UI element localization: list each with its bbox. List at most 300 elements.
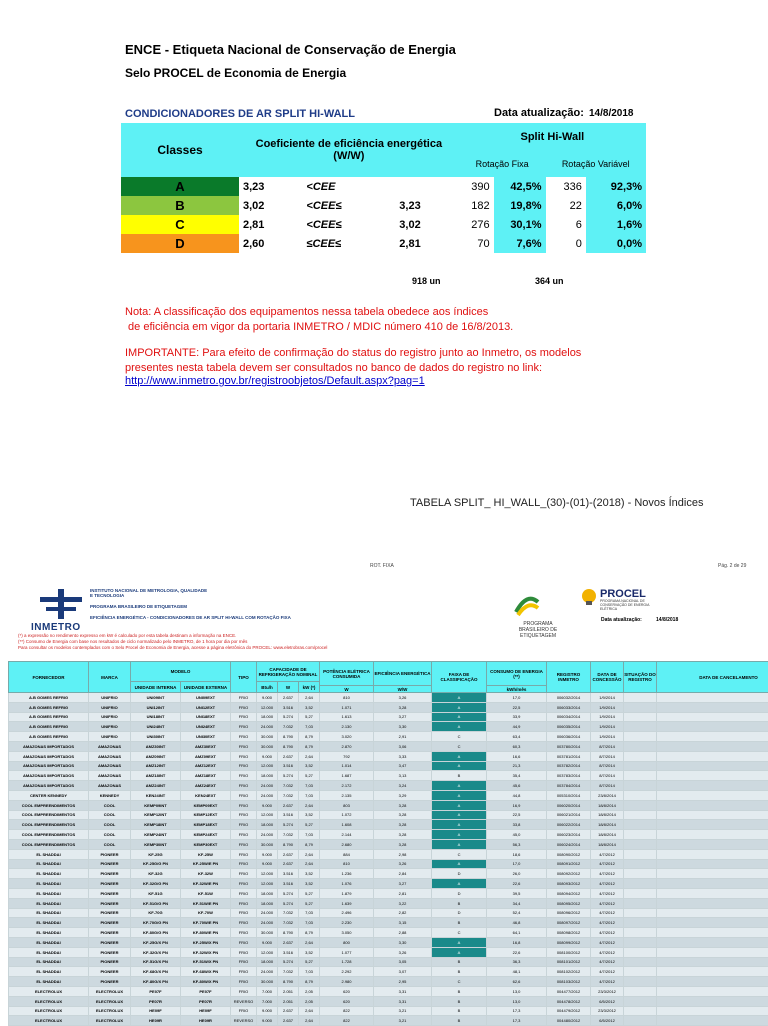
- cell-w: 7.032: [278, 830, 299, 840]
- cell-tipo: FRIO: [231, 800, 257, 810]
- cell-w: 8.790: [278, 928, 299, 938]
- important-line-2: presentes nesta tabela devem ser consultados no banco de dados do registro no link:: [125, 361, 542, 376]
- cell-fornecedor: AMAZONAS IMPORTADOS: [9, 751, 89, 761]
- table-row: [9, 996, 768, 1006]
- cell-data-cancelamento: [657, 1006, 768, 1016]
- cell-unidade-interna: KF-25G: [131, 849, 181, 859]
- cell-situacao: [624, 967, 657, 977]
- cell-unidade-interna: KF-51G/G PN: [131, 898, 181, 908]
- cell-btu: 9.000: [257, 693, 278, 703]
- cell-w: 3.516: [278, 761, 299, 771]
- cell-btu: 18.000: [257, 957, 278, 967]
- cell-unidade-interna: KF-80G/G PN: [131, 928, 181, 938]
- cell-data-concessao: 18/8/2014: [591, 800, 624, 810]
- cell-btu: 12.000: [257, 947, 278, 957]
- cell-data-concessao: 4/7/2012: [591, 967, 624, 977]
- cell-marca: UNIFRIO: [89, 732, 131, 742]
- cell-eficiencia: 3,28: [374, 820, 432, 830]
- cell-unidade-externa: KEN24EXT: [181, 790, 231, 800]
- cell-data-cancelamento: [657, 996, 768, 1006]
- cell-registro: 004479/2012: [547, 1006, 591, 1016]
- cell-marca: ELECTROLUX: [89, 1006, 131, 1016]
- table-row: [9, 957, 768, 967]
- class-fixa-count: 182: [459, 196, 494, 215]
- cell-tipo: FRIO: [231, 986, 257, 996]
- cell-registro: 006024/2014: [547, 839, 591, 849]
- cell-unidade-interna: KF-25G/X PN: [131, 937, 181, 947]
- class-letter: B: [121, 196, 239, 215]
- cell-w: 5.274: [278, 957, 299, 967]
- th-consumo: CONSUMO DE ENERGIA (**): [487, 662, 547, 686]
- table-row: [9, 722, 768, 732]
- cell-data-concessao: 1/9/2014: [591, 712, 624, 722]
- cell-marca: ELECTROLUX: [89, 1016, 131, 1026]
- cell-data-concessao: 8/7/2014: [591, 751, 624, 761]
- cell-situacao: [624, 908, 657, 918]
- cell-marca: AMAZONAS: [89, 741, 131, 751]
- cell-fornecedor: EL SHADDAI: [9, 849, 89, 859]
- cell-faixa: D: [432, 869, 487, 879]
- cell-eficiencia: 3,28: [374, 830, 432, 840]
- cell-data-concessao: 6/5/2012: [591, 996, 624, 1006]
- cell-registro: 006033/2014: [547, 702, 591, 712]
- cell-fornecedor: ELECTROLUX: [9, 1006, 89, 1016]
- update-label: Data atualização:: [494, 107, 584, 119]
- table-row: [9, 810, 768, 820]
- cell-faixa: A: [432, 879, 487, 889]
- cell-data-cancelamento: [657, 967, 768, 977]
- cell-kw: 8,79: [299, 839, 320, 849]
- class-min: 2,81: [239, 215, 302, 234]
- cell-tipo: FRIO: [231, 879, 257, 889]
- cell-registro: 004477/2012: [547, 986, 591, 996]
- cell-situacao: [624, 937, 657, 947]
- procel-subtitle: PROGRAMA NACIONAL DE CONSERVAÇÃO DE ENERGIA ELÉTRICA: [600, 599, 650, 611]
- th-pot-w: W: [320, 686, 374, 693]
- cell-data-cancelamento: [657, 839, 768, 849]
- cell-data-cancelamento: [657, 879, 768, 889]
- cell-fornecedor: A.B GOMES REFRIG: [9, 732, 89, 742]
- cell-situacao: [624, 781, 657, 791]
- cell-fornecedor: AMAZONAS IMPORTADOS: [9, 771, 89, 781]
- cell-btu: 9.000: [257, 859, 278, 869]
- th-modelo: MODELO: [131, 662, 231, 682]
- cell-btu: 30.000: [257, 928, 278, 938]
- cell-situacao: [624, 771, 657, 781]
- class-row: [121, 196, 646, 215]
- cell-data-cancelamento: [657, 986, 768, 996]
- th-unidade-externa: UNIDADE EXTERNA: [181, 682, 231, 693]
- cell-situacao: [624, 977, 657, 987]
- cell-marca: PIONEER: [89, 908, 131, 918]
- cell-faixa: C: [432, 741, 487, 751]
- cell-tipo: FRIO: [231, 869, 257, 879]
- cell-unidade-externa: KF-25W/X PN: [181, 937, 231, 947]
- cell-kw: 2,64: [299, 751, 320, 761]
- cell-btu: 9.000: [257, 1006, 278, 1016]
- cell-marca: PIONEER: [89, 918, 131, 928]
- cell-fornecedor: EL SHADDAI: [9, 879, 89, 889]
- cell-kw: 2,05: [299, 986, 320, 996]
- cell-consumo: 21,3: [487, 761, 547, 771]
- cell-kw: 2,64: [299, 1006, 320, 1016]
- cell-registro: 003782/2014: [547, 761, 591, 771]
- cell-data-concessao: 4/7/2012: [591, 957, 624, 967]
- cell-kw: 2,64: [299, 693, 320, 703]
- th-unidade-interna: UNIDADE INTERNA: [131, 682, 181, 693]
- class-min: 3,23: [239, 177, 302, 196]
- th-btu: Btu/h: [257, 682, 278, 693]
- cell-situacao: [624, 1016, 657, 1026]
- cell-registro: 008099/2012: [547, 937, 591, 947]
- page-title: ENCE - Etiqueta Nacional de Conservação de Energia: [125, 42, 456, 57]
- cell-potencia: 810: [320, 693, 374, 703]
- cell-unidade-interna: KF-70G: [131, 908, 181, 918]
- cell-kw: 3,52: [299, 947, 320, 957]
- sheet-update-date: 14/8/2018: [656, 617, 678, 623]
- cell-marca: PIONEER: [89, 849, 131, 859]
- cell-data-concessao: 8/7/2014: [591, 761, 624, 771]
- cell-btu: 12.000: [257, 761, 278, 771]
- inst-line-4: EFICIÊNCIA ENERGÉTICA - CONDICIONADORES DE AR SPLIT HI-WALL COM ROTAÇÃO FIXA: [90, 615, 291, 620]
- class-fixa-count: 390: [459, 177, 494, 196]
- cell-fornecedor: EL SHADDAI: [9, 947, 89, 957]
- cell-faixa: A: [432, 947, 487, 957]
- cell-w: 7.032: [278, 918, 299, 928]
- total-variavel: 364 un: [535, 276, 564, 286]
- cell-btu: 12.000: [257, 879, 278, 889]
- cell-potencia: 822: [320, 1006, 374, 1016]
- cell-data-cancelamento: [657, 810, 768, 820]
- cell-fornecedor: EL SHADDAI: [9, 859, 89, 869]
- class-letter: C: [121, 215, 239, 234]
- cell-eficiencia: 3,13: [374, 771, 432, 781]
- cell-unidade-externa: AMZ24EXT: [181, 781, 231, 791]
- cell-kw: 5,27: [299, 957, 320, 967]
- cell-kw: 2,64: [299, 859, 320, 869]
- th-registro: REGISTRO INMETRO: [547, 662, 591, 693]
- cell-unidade-interna: KF-68G/X PN: [131, 967, 181, 977]
- cell-kw: 2,64: [299, 849, 320, 859]
- cell-consumo: 17,3: [487, 1016, 547, 1026]
- cell-faixa: B: [432, 1006, 487, 1016]
- table-row: [9, 888, 768, 898]
- cell-w: 8.790: [278, 741, 299, 751]
- note-line-2: de eficiência em vigor da portaria INMETRO / MDIC número 410 de 16/8/2013.: [125, 320, 513, 335]
- cell-potencia: 1.071: [320, 702, 374, 712]
- update-date: 14/8/2018: [589, 108, 634, 119]
- cell-situacao: [624, 888, 657, 898]
- header-coef: Coeficiente de eficiência energética (W/W): [239, 123, 459, 177]
- cell-unidade-externa: UNI24EXT: [181, 722, 231, 732]
- cell-tipo: FRIO: [231, 918, 257, 928]
- cell-situacao: [624, 928, 657, 938]
- cell-potencia: 1.076: [320, 879, 374, 889]
- cell-btu: 9.000: [257, 800, 278, 810]
- cell-marca: AMAZONAS: [89, 781, 131, 791]
- th-capacidade: CAPACIDADE DE REFRIGERAÇÃO NOMINAL: [257, 662, 320, 682]
- cell-faixa: B: [432, 771, 487, 781]
- table-row: [9, 702, 768, 712]
- cell-potencia: 1.639: [320, 898, 374, 908]
- cell-registro: 004478/2012: [547, 996, 591, 1006]
- th-w: W: [278, 682, 299, 693]
- cell-marca: PIONEER: [89, 859, 131, 869]
- cell-data-cancelamento: [657, 790, 768, 800]
- cell-kw: 5,27: [299, 888, 320, 898]
- cell-tipo: FRIO: [231, 937, 257, 947]
- cell-potencia: 1.687: [320, 771, 374, 781]
- cell-consumo: 35,4: [487, 771, 547, 781]
- class-letter: A: [121, 177, 239, 196]
- cell-kw: 5,27: [299, 898, 320, 908]
- cell-fornecedor: EL SHADDAI: [9, 869, 89, 879]
- class-fixa-pct: 7,6%: [494, 234, 546, 253]
- cell-kw: 7,03: [299, 722, 320, 732]
- cell-registro: 008096/2012: [547, 908, 591, 918]
- cell-unidade-interna: KF-25G/G PN: [131, 859, 181, 869]
- cell-fornecedor: COOL EMPREENDIMENTOS: [9, 830, 89, 840]
- cell-data-concessao: 4/7/2012: [591, 908, 624, 918]
- cell-tipo: REVERSO: [231, 1016, 257, 1026]
- cell-tipo: FRIO: [231, 1006, 257, 1016]
- cell-btu: 24.000: [257, 722, 278, 732]
- cell-situacao: [624, 869, 657, 879]
- cell-unidade-externa: KF-70W/E PN: [181, 918, 231, 928]
- cell-w: 8.790: [278, 839, 299, 849]
- cell-tipo: FRIO: [231, 977, 257, 987]
- cell-tipo: FRIO: [231, 928, 257, 938]
- cell-marca: COOL: [89, 830, 131, 840]
- cell-consumo: 17,3: [487, 1006, 547, 1016]
- cell-fornecedor: EL SHADDAI: [9, 957, 89, 967]
- cell-w: 2.637: [278, 937, 299, 947]
- cell-tipo: FRIO: [231, 820, 257, 830]
- cell-fornecedor: COOL EMPREENDIMENTOS: [9, 800, 89, 810]
- cell-potencia: 1.608: [320, 820, 374, 830]
- cell-data-concessao: 4/7/2012: [591, 849, 624, 859]
- cell-situacao: [624, 859, 657, 869]
- programa-logo-icon: [512, 590, 542, 620]
- cell-registro: 003783/2014: [547, 771, 591, 781]
- cell-fornecedor: CENTER KENNEDY: [9, 790, 89, 800]
- cell-unidade-externa: KF-51W/E PN: [181, 898, 231, 908]
- cell-btu: 9.000: [257, 751, 278, 761]
- cell-unidade-interna: AMZ24INT: [131, 781, 181, 791]
- class-fixa-count: 276: [459, 215, 494, 234]
- cell-w: 2.051: [278, 996, 299, 1006]
- cell-eficiencia: 2,84: [374, 869, 432, 879]
- total-fixa: 918 un: [412, 276, 441, 286]
- cell-w: 8.790: [278, 977, 299, 987]
- cell-tipo: FRIO: [231, 908, 257, 918]
- cell-unidade-interna: UNI30INT: [131, 732, 181, 742]
- cell-marca: UNIFRIO: [89, 702, 131, 712]
- cell-potencia: 2.230: [320, 918, 374, 928]
- cell-btu: 24.000: [257, 790, 278, 800]
- table-row: [9, 977, 768, 987]
- cell-unidade-externa: AMZ18EXT: [181, 771, 231, 781]
- cell-w: 7.032: [278, 908, 299, 918]
- cell-potencia: 2.870: [320, 741, 374, 751]
- cell-marca: AMAZONAS: [89, 761, 131, 771]
- cell-potencia: 1.879: [320, 888, 374, 898]
- page-number: Pág. 2 de 29: [718, 563, 746, 569]
- cell-situacao: [624, 947, 657, 957]
- cell-data-cancelamento: [657, 751, 768, 761]
- cell-fornecedor: A.B GOMES REFRIG: [9, 693, 89, 703]
- table-row: [9, 839, 768, 849]
- cell-faixa: A: [432, 722, 487, 732]
- cell-potencia: 822: [320, 1016, 374, 1026]
- cell-unidade-interna: KF-51G/X PN: [131, 957, 181, 967]
- table-row: [9, 986, 768, 996]
- cell-unidade-interna: KF-32G: [131, 869, 181, 879]
- th-tipo: TIPO: [231, 662, 257, 693]
- class-op: ≤CEE≤: [302, 234, 395, 253]
- cell-faixa: D: [432, 908, 487, 918]
- page-subtitle: Selo PROCEL de Economia de Energia: [125, 66, 346, 80]
- cell-eficiencia: 3,29: [374, 790, 432, 800]
- cell-faixa: A: [432, 751, 487, 761]
- cell-faixa: B: [432, 1016, 487, 1026]
- cell-data-concessao: 18/8/2014: [591, 810, 624, 820]
- cell-marca: AMAZONAS: [89, 771, 131, 781]
- cell-kw: 3,52: [299, 810, 320, 820]
- cell-unidade-interna: AMZ30INT: [131, 741, 181, 751]
- cell-unidade-externa: KF-51W: [181, 888, 231, 898]
- cell-data-cancelamento: [657, 937, 768, 947]
- cell-unidade-externa: UNI30EXT: [181, 732, 231, 742]
- cell-eficiencia: 3,06: [374, 741, 432, 751]
- cell-faixa: C: [432, 928, 487, 938]
- cell-registro: 008097/2012: [547, 918, 591, 928]
- cell-registro: 008103/2012: [547, 977, 591, 987]
- cell-situacao: [624, 693, 657, 703]
- cell-fornecedor: EL SHADDAI: [9, 908, 89, 918]
- cell-eficiencia: 3,47: [374, 761, 432, 771]
- cell-unidade-externa: UNI09EXT: [181, 693, 231, 703]
- cell-eficiencia: 3,21: [374, 1006, 432, 1016]
- cell-situacao: [624, 712, 657, 722]
- cell-potencia: 2.292: [320, 967, 374, 977]
- cell-registro: 003781/2014: [547, 751, 591, 761]
- cell-kw: 2,64: [299, 937, 320, 947]
- table-row: [9, 790, 768, 800]
- cell-situacao: [624, 820, 657, 830]
- cell-unidade-externa: HE09F: [181, 1006, 231, 1016]
- registro-link[interactable]: http://www.inmetro.gov.br/registroobjetos/Default.aspx?pag=1: [125, 375, 425, 387]
- cell-faixa: B: [432, 996, 487, 1006]
- footnote-2: (**) Consumo de Energia com base nos resultados de ciclo normalizado pelo INMETRO, de 1 hora por dia por mês: [18, 639, 247, 645]
- cell-btu: 30.000: [257, 741, 278, 751]
- cell-consumo: 44,9: [487, 722, 547, 732]
- cell-unidade-externa: KF-68W/X PN: [181, 967, 231, 977]
- cell-potencia: 2.135: [320, 790, 374, 800]
- cell-consumo: 13,0: [487, 996, 547, 1006]
- cell-unidade-interna: UNI24INT: [131, 722, 181, 732]
- cell-data-cancelamento: [657, 693, 768, 703]
- class-row: [121, 177, 646, 196]
- cell-potencia: 620: [320, 996, 374, 1006]
- cell-faixa: A: [432, 830, 487, 840]
- cell-potencia: 2.144: [320, 830, 374, 840]
- cell-potencia: 2.130: [320, 722, 374, 732]
- cell-kw: 3,52: [299, 702, 320, 712]
- cell-situacao: [624, 996, 657, 1006]
- cell-registro: 006021/2014: [547, 810, 591, 820]
- cell-kw: 7,03: [299, 908, 320, 918]
- cell-kw: 5,27: [299, 712, 320, 722]
- table-row: [9, 947, 768, 957]
- cell-eficiencia: 3,26: [374, 693, 432, 703]
- cell-data-concessao: 4/7/2012: [591, 918, 624, 928]
- cell-marca: PIONEER: [89, 888, 131, 898]
- cell-unidade-externa: AMZ30EXT: [181, 741, 231, 751]
- cell-faixa: A: [432, 810, 487, 820]
- cell-unidade-externa: KF-32W/X PN: [181, 947, 231, 957]
- cell-unidade-externa: KF-32W: [181, 869, 231, 879]
- cell-data-cancelamento: [657, 869, 768, 879]
- cell-fornecedor: ELECTROLUX: [9, 996, 89, 1006]
- cell-w: 2.051: [278, 986, 299, 996]
- cell-tipo: FRIO: [231, 741, 257, 751]
- cell-fornecedor: ELECTROLUX: [9, 1016, 89, 1026]
- cell-situacao: [624, 800, 657, 810]
- cell-consumo: 63,4: [487, 732, 547, 742]
- cell-consumo: 26,0: [487, 869, 547, 879]
- equipment-table: [8, 661, 768, 1026]
- cell-data-cancelamento: [657, 908, 768, 918]
- class-op: <CEE: [302, 177, 395, 196]
- class-fixa-count: 70: [459, 234, 494, 253]
- cell-marca: PIONEER: [89, 977, 131, 987]
- cell-data-concessao: 23/3/2012: [591, 986, 624, 996]
- cell-consumo: 16,9: [487, 800, 547, 810]
- cell-potencia: 810: [320, 859, 374, 869]
- cell-potencia: 1.613: [320, 712, 374, 722]
- cell-fornecedor: A.B GOMES REFRIG: [9, 702, 89, 712]
- cell-registro: 006032/2014: [547, 693, 591, 703]
- cell-btu: 24.000: [257, 830, 278, 840]
- cell-fornecedor: EL SHADDAI: [9, 918, 89, 928]
- cell-tipo: FRIO: [231, 898, 257, 908]
- table-row: [9, 693, 768, 703]
- cell-w: 3.516: [278, 702, 299, 712]
- th-data-concessao: DATA DE CONCESSÃO: [591, 662, 624, 693]
- cell-consumo: 22,6: [487, 879, 547, 889]
- procel-wordmark: PROCEL: [600, 588, 646, 600]
- cell-w: 7.032: [278, 967, 299, 977]
- cell-kw: 3,52: [299, 869, 320, 879]
- class-table-title: CONDICIONADORES DE AR SPLIT HI-WALL: [125, 108, 355, 120]
- cell-consumo: 36,3: [487, 957, 547, 967]
- cell-kw: 2,64: [299, 800, 320, 810]
- cell-potencia: 2.680: [320, 839, 374, 849]
- cell-w: 7.032: [278, 790, 299, 800]
- cell-marca: PIONEER: [89, 967, 131, 977]
- cell-data-cancelamento: [657, 918, 768, 928]
- table-row: [9, 761, 768, 771]
- cell-unidade-interna: HE09F: [131, 1006, 181, 1016]
- cell-fornecedor: AMAZONAS IMPORTADOS: [9, 761, 89, 771]
- cell-eficiencia: 2,95: [374, 977, 432, 987]
- cell-data-concessao: 4/7/2012: [591, 928, 624, 938]
- cell-marca: PIONEER: [89, 898, 131, 908]
- cell-marca: PIONEER: [89, 879, 131, 889]
- cell-faixa: B: [432, 898, 487, 908]
- class-max: 3,02: [395, 215, 458, 234]
